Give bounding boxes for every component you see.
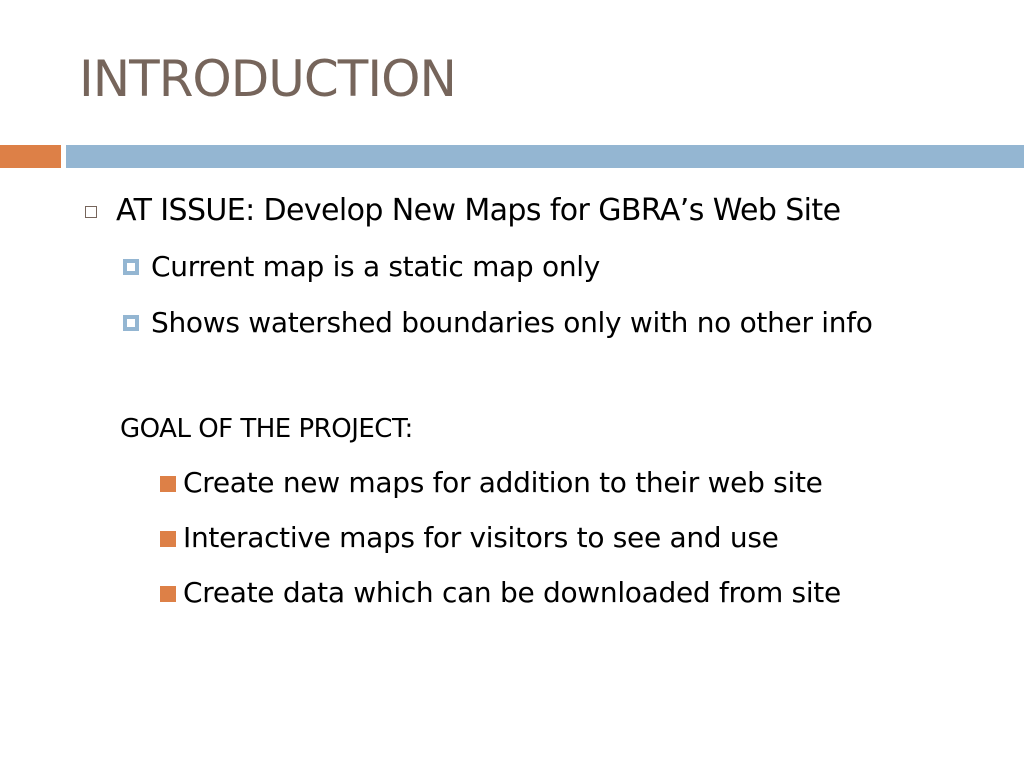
orange-square-bullet-icon <box>160 476 176 492</box>
orange-square-bullet-icon <box>160 531 176 547</box>
orange-square-bullet-icon <box>160 586 176 602</box>
blue-square-bullet-icon <box>123 315 139 331</box>
goal-point: Interactive maps for visitors to see and use <box>183 521 779 554</box>
goal-point: Create data which can be downloaded from site <box>183 576 841 609</box>
accent-bar-blue <box>66 145 1024 168</box>
issue-heading: AT ISSUE: Develop New Maps for GBRA’s Web Site <box>116 193 841 228</box>
slide-title: INTRODUCTION <box>79 50 456 108</box>
accent-bar-orange <box>0 145 61 168</box>
issue-point: Current map is a static map only <box>151 250 601 283</box>
goal-point: Create new maps for addition to their web site <box>183 466 823 499</box>
blue-square-bullet-icon <box>123 259 139 275</box>
hollow-square-bullet-icon <box>85 206 97 218</box>
issue-point: Shows watershed boundaries only with no other info <box>151 306 873 339</box>
goal-heading: GOAL OF THE PROJECT: <box>120 414 413 444</box>
